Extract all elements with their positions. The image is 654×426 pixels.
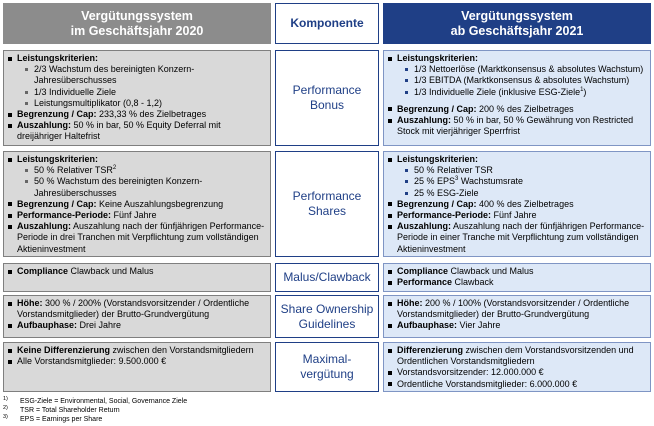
footnote-1-num: 1)	[3, 396, 8, 402]
left-bonus-kriterien: Leistungskriterien:	[8, 53, 266, 64]
right-bonus-cap-label: Begrenzung / Cap:	[397, 103, 477, 114]
left-bonus-pay	[8, 120, 266, 142]
left-shares-pay-label: Auszahlung:	[17, 221, 71, 232]
left-shares-cap	[8, 199, 266, 210]
right-shares-period	[388, 210, 646, 221]
left-shares-sub1	[8, 165, 266, 176]
footnote-2-text: TSR = Total Shareholder Return	[20, 407, 120, 414]
left-shares-cap-text: Keine Auszahlungsbegrenzung	[96, 198, 224, 209]
left-bonus-cap-text: 233,33 % des Zielbetrages	[96, 109, 207, 120]
left-shares-sub1-text: 50 % Relativer TSR	[34, 165, 113, 176]
right-shares-sub2	[388, 176, 646, 187]
left-malus-text: Clawback und Malus	[68, 266, 154, 276]
left-sog-hoehe-text: 300 % / 200% (Vorstandsvorsitzender / Ordentliche Vorstandsmitglieder) der Brutto-Grundvergütung	[17, 298, 250, 320]
left-shares-cell	[3, 151, 271, 257]
header-left-line1: Vergütungssystem	[81, 8, 193, 23]
component-malus-label: Malus/Clawback	[283, 270, 371, 284]
right-bonus-sub1: 1/3 Nettoerlöse (Marktkonsensus & absolutes Wachstum)	[388, 64, 646, 75]
right-shares-sub3: 25 % ESG-Ziele	[388, 188, 646, 199]
right-bonus-cap	[388, 104, 646, 115]
right-shares-pay-text: Auszahlung nach der fünfjährigen Performance-Periode in einer Tranche mit Verpflichtung zum vollständigen Aktieninvestment	[397, 221, 645, 254]
footnote-1-text: ESG-Ziele = Environmental, Social, Governance Ziele	[20, 398, 188, 405]
right-bonus-sub2: 1/3 EBITDA (Marktkonsensus & absolutes Wachstum)	[388, 75, 646, 86]
right-shares-cell	[383, 151, 651, 257]
header-right-line1: Vergütungssystem	[461, 8, 573, 23]
left-max-diff-label: Keine Differenzierung	[17, 345, 111, 355]
left-max-diff	[8, 345, 266, 356]
right-shares-sub2-text: 25 % EPS	[414, 176, 456, 187]
left-sog-cell	[3, 295, 271, 338]
right-bonus-pay-text: 50 % in bar, 50 % Gewährung von Restricted Stock mit vierjähriger Sperrfrist	[397, 115, 634, 137]
left-shares-pay-text: Auszahlung nach der fünfjährigen Performance-Periode in drei Tranchen mit Verpflichtung zum vollständigen Aktieninvestment	[17, 221, 265, 254]
right-shares-cap	[388, 199, 646, 210]
right-bonus-sub3-end: )	[583, 86, 587, 97]
left-bonus-cap	[8, 109, 266, 120]
left-bonus-cap-label: Begrenzung / Cap:	[17, 109, 97, 120]
right-sog-hoehe-label: Höhe:	[397, 298, 423, 308]
footnote-ref-1: 1	[580, 86, 584, 93]
left-max-cell	[3, 342, 271, 392]
component-share-ownership-guidelines	[275, 295, 379, 338]
header-2021	[383, 3, 651, 44]
right-sog-cell	[383, 295, 651, 338]
component-sog-line1: Share Ownership	[280, 301, 374, 316]
component-shares-line1: Performance	[292, 189, 362, 203]
right-bonus-cell	[383, 50, 651, 146]
footnote-3-text: EPS = Earnings per Share	[20, 416, 103, 423]
right-shares-period-label: Performance-Periode:	[397, 210, 492, 221]
component-shares-line2: Shares	[307, 204, 346, 218]
left-bonus-cell	[3, 50, 271, 146]
component-max-line2: vergütung	[300, 367, 354, 381]
left-shares-cap-label: Begrenzung / Cap:	[17, 198, 97, 209]
footnote-2-num: 2)	[3, 405, 8, 411]
left-malus-compliance	[8, 266, 266, 277]
component-malus-clawback	[275, 263, 379, 292]
left-shares-kriterien: Leistungskriterien:	[8, 154, 266, 165]
right-bonus-sub3-text: 1/3 Individuelle Ziele (inklusive ESG-Ziele	[414, 86, 581, 97]
component-sog-line2: Guidelines	[298, 316, 356, 331]
component-maximalverguetung	[275, 342, 379, 392]
left-sog-hoehe	[8, 298, 266, 320]
right-sog-aufbau	[388, 320, 646, 331]
right-bonus-kriterien: Leistungskriterien:	[388, 53, 646, 64]
header-left-line2: im Geschäftsjahr 2020	[70, 23, 204, 38]
right-shares-pay-label: Auszahlung:	[397, 221, 451, 232]
right-shares-cap-text: 400 % des Zielbetrages	[476, 198, 574, 209]
footnote-3-num: 3)	[3, 414, 8, 420]
left-shares-sub2: 50 % Wachstum des bereinigten Konzern-Jahresüberschusses	[8, 176, 266, 198]
right-shares-kriterien: Leistungskriterien:	[388, 154, 646, 165]
header-2020	[3, 3, 271, 44]
right-malus-cell	[383, 263, 651, 292]
left-malus-cell	[3, 263, 271, 292]
footnote-ref-2: 2	[112, 165, 117, 172]
right-malus-comp-text: Clawback und Malus	[448, 266, 534, 276]
right-bonus-pay	[388, 115, 646, 137]
left-max-diff-text: zwischen den Vorstandsmitgliedern	[110, 345, 254, 355]
right-max-diff-text: zwischen dem Vorstandsvorsitzenden und Ordentlichen Vorstandsmitgliedern	[397, 345, 634, 367]
left-malus-label: Compliance	[17, 266, 69, 276]
header-right-line2: ab Geschäftsjahr 2021	[450, 23, 584, 38]
component-bonus-line1: Performance	[292, 83, 362, 97]
right-max-diff-label: Differenzierung	[397, 345, 464, 355]
component-bonus-line2: Bonus	[309, 98, 344, 112]
right-bonus-cap-text: 200 % des Zielbetrages	[476, 103, 574, 114]
component-performance-shares	[275, 151, 379, 257]
left-shares-period-text: Fünf Jahre	[111, 210, 157, 221]
right-sog-hoehe-text: 200 % / 100% (Vorstandsvorsitzender / Ordentliche Vorstandsmitglieder) der Brutto-Grundvergütung	[397, 298, 630, 320]
right-max-ceo: Vorstandsvorsitzender: 12.000.000 €	[388, 367, 646, 378]
right-shares-period-text: Fünf Jahre	[491, 210, 537, 221]
header-komponente	[275, 3, 379, 44]
left-sog-aufbau-label: Aufbauphase:	[17, 320, 78, 331]
right-sog-hoehe	[388, 298, 646, 320]
left-shares-period-label: Performance-Periode:	[17, 210, 112, 221]
left-sog-aufbau-text: Drei Jahre	[77, 320, 122, 331]
right-sog-aufbau-label: Aufbauphase:	[397, 320, 458, 331]
header-mid-label: Komponente	[290, 16, 364, 30]
left-sog-aufbau	[8, 320, 266, 331]
right-sog-aufbau-text: Vier Jahre	[457, 320, 501, 331]
right-shares-pay	[388, 221, 646, 255]
left-max-all: Alle Vorstandsmitglieder: 9.500.000 €	[8, 356, 266, 367]
right-malus-performance	[388, 277, 646, 288]
left-bonus-sub2: 1/3 Individuelle Ziele	[8, 87, 266, 98]
left-sog-hoehe-label: Höhe:	[17, 298, 43, 308]
right-max-diff	[388, 345, 646, 367]
left-shares-pay	[8, 221, 266, 255]
right-shares-sub2-end: Wachstumsrate	[458, 176, 524, 187]
right-max-cell	[383, 342, 651, 392]
right-malus-perf-text: Clawback	[452, 277, 494, 288]
right-malus-perf-label: Performance	[397, 277, 453, 288]
left-bonus-sub3: Leistungsmultiplikator (0,8 - 1,2)	[8, 98, 266, 109]
right-shares-cap-label: Begrenzung / Cap:	[397, 198, 477, 209]
left-bonus-sub1: 2/3 Wachstum des bereinigten Konzern-Jahresüberschusses	[8, 64, 266, 86]
component-performance-bonus	[275, 50, 379, 146]
right-malus-comp-label: Compliance	[397, 266, 449, 276]
right-shares-sub1: 50 % Relativer TSR	[388, 165, 646, 176]
right-malus-compliance	[388, 266, 646, 277]
right-max-ord: Ordentliche Vorstandsmitglieder: 6.000.000 €	[388, 379, 646, 390]
right-bonus-sub3	[388, 87, 646, 98]
footnote-ref-3: 3	[455, 176, 459, 183]
left-bonus-pay-text: 50 % in bar, 50 % Equity Deferral mit dreijähriger Haltefrist	[17, 120, 221, 142]
left-shares-period	[8, 210, 266, 221]
left-bonus-pay-label: Auszahlung:	[17, 120, 71, 131]
right-bonus-pay-label: Auszahlung:	[397, 115, 451, 126]
component-max-line1: Maximal-	[302, 352, 352, 366]
